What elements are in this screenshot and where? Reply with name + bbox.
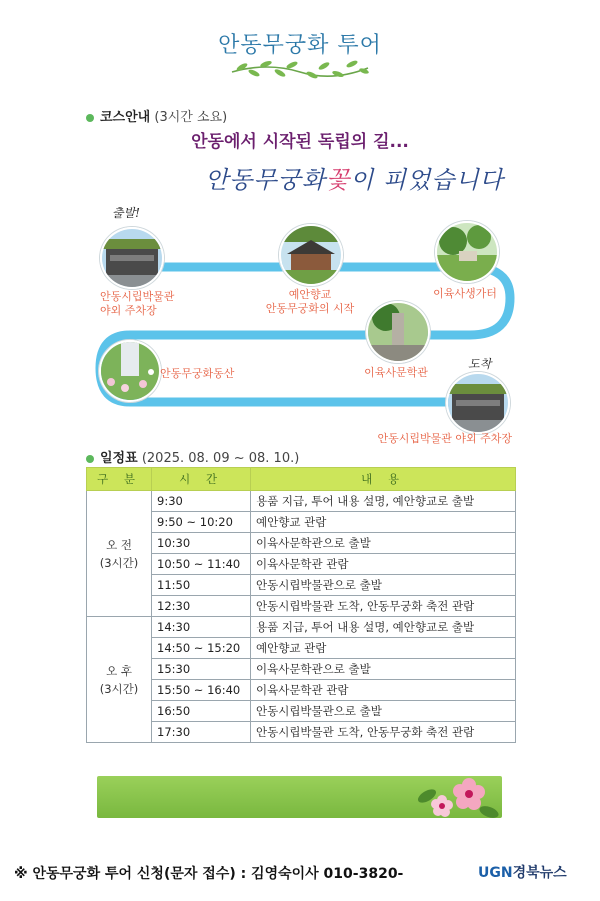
row-content: 안동시립박물관 도착, 안동무궁화 축전 관람 [251,596,516,617]
course-headline: 안동에서 시작된 독립의 길... [191,132,409,152]
schedule-section-label: 일정표 (2025. 08. 09 ~ 08. 10.) [86,447,299,466]
row-content: 용품 지급, 투어 내용 설명, 예안향교로 출발 [251,491,516,512]
table-row [87,617,516,638]
end-note: 도착 [468,357,492,371]
schedule-table [86,467,516,743]
row-time: 9:50 ~ 10:20 [152,512,251,533]
start-note: 출발! [112,206,141,220]
row-time: 9:30 [152,491,251,512]
row-content: 용품 지급, 투어 내용 설명, 예안향교로 출발 [251,617,516,638]
row-time: 14:30 [152,617,251,638]
slogan: 안동무궁화꽃이 피었습니다 [205,166,504,194]
table-row [87,701,516,722]
hyanggyo-photo [279,224,343,286]
table-row [87,533,516,554]
row-content: 예안향교 관람 [251,638,516,659]
news-logo: UGN경북뉴스 [478,865,567,881]
birthplace-photo [435,221,499,283]
row-time: 15:30 [152,659,251,680]
hibiscus-flowers-icon [97,776,502,818]
row-content: 이육사문학관 관람 [251,680,516,701]
bullet-dot-icon [86,455,94,463]
row-content: 안동시립박물관으로 출발 [251,575,516,596]
header-category: 구 분 [87,468,152,491]
row-time: 10:30 [152,533,251,554]
stop-hyanggyo-label: 예안향교 안동무궁화의 시작 [265,288,355,315]
stop-birthplace-label: 이육사생가터 [433,287,497,300]
row-time: 15:50 ~ 16:40 [152,680,251,701]
row-content: 이육사문학관 관람 [251,554,516,575]
stop-literature-label: 이육사문학관 [364,366,428,379]
table-row [87,659,516,680]
row-content: 안동시립박물관으로 출발 [251,701,516,722]
literature-museum-photo [366,301,430,363]
course-section-label: 코스안내 (3시간 소요) [86,106,227,125]
mugunghwa-park-photo [99,340,161,402]
row-time: 10:50 ~ 11:40 [152,554,251,575]
decorative-banner [97,776,502,818]
row-content: 이육사문학관으로 출발 [251,533,516,554]
stop-park-label: 안동무궁화동산 [160,367,235,380]
row-time: 11:50 [152,575,251,596]
header-content: 내 용 [251,468,516,491]
table-header-row [87,468,516,491]
row-time: 14:50 ~ 15:20 [152,638,251,659]
table-row [87,722,516,743]
museum-end-photo [446,372,510,434]
table-row [87,554,516,575]
table-row [87,512,516,533]
table-row [87,638,516,659]
stop-museum-end-label: 안동시립박물관 야외 주차장 [377,432,512,445]
row-time: 12:30 [152,596,251,617]
stop-museum-label: 안동시립박물관 야외 주차장 [100,290,175,317]
footer-contact: ※ 안동무궁화 투어 신청(문자 접수) : 김영숙이사 010-3820- [14,866,404,882]
row-content: 안동시립박물관 도착, 안동무궁화 축전 관람 [251,722,516,743]
table-row [87,491,516,512]
row-content: 이육사문학관으로 출발 [251,659,516,680]
museum-photo [100,227,164,289]
table-row [87,575,516,596]
row-time: 16:50 [152,701,251,722]
header-time: 시 간 [152,468,251,491]
row-time: 17:30 [152,722,251,743]
table-row [87,680,516,701]
group-morning: 오 전 (3시간) [87,491,152,617]
group-afternoon: 오 후 (3시간) [87,617,152,743]
page-title: 안동무궁화 투어 [218,33,382,58]
table-row [87,596,516,617]
row-content: 예안향교 관람 [251,512,516,533]
